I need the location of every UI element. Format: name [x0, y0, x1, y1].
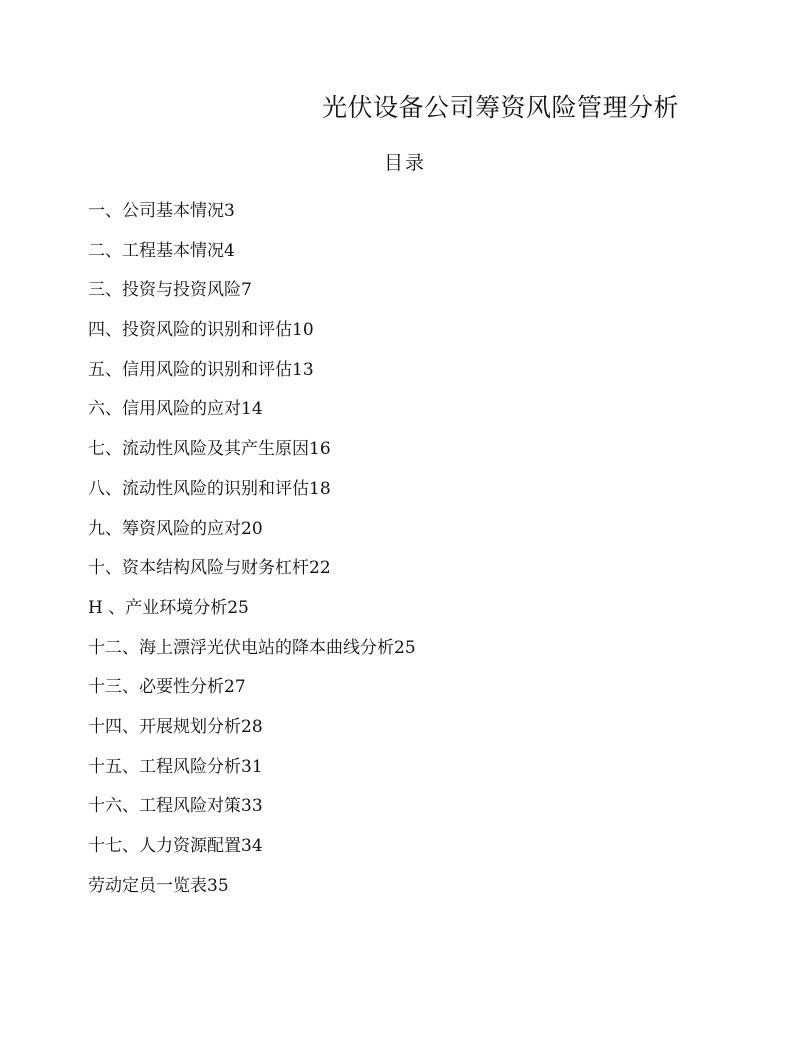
toc-item-page: 25 [227, 597, 249, 618]
toc-item-label: 二、工程基本情况 [88, 240, 224, 261]
document-title: 光伏设备公司筹资风险管理分析 [322, 93, 680, 122]
toc-item-label: 十二、海上漂浮光伏电站的降本曲线分析 [88, 637, 394, 658]
toc-item-label: 劳动定员一览表 [88, 875, 207, 896]
toc-item[interactable] [88, 394, 416, 434]
toc-item-page: 16 [309, 439, 331, 460]
toc-item[interactable] [88, 633, 416, 673]
toc-item-page: 28 [241, 716, 263, 737]
toc-heading: 目录 [384, 152, 427, 174]
toc-item-label: 十、资本结构风险与财务杠杆 [88, 558, 309, 579]
toc-item-page: 22 [309, 558, 331, 579]
toc-item[interactable] [88, 871, 416, 911]
toc-item-page: 27 [224, 677, 246, 698]
toc-item-page: 18 [309, 478, 331, 499]
toc-item-page: 31 [241, 756, 263, 777]
toc-item-label: H 、产业环境分析 [88, 597, 228, 618]
toc-item-page: 7 [241, 280, 252, 301]
toc-item[interactable] [88, 831, 416, 871]
table-of-contents [88, 196, 416, 910]
toc-item-label: 三、投资与投资风险 [88, 280, 241, 301]
toc-item[interactable] [88, 593, 416, 633]
toc-item-label: 十五、工程风险分析 [88, 756, 241, 777]
toc-item-page: 14 [241, 399, 263, 420]
toc-item-label: 七、流动性风险及其产生原因 [88, 439, 309, 460]
toc-item[interactable] [88, 672, 416, 712]
toc-item-label: 六、信用风险的应对 [88, 399, 241, 420]
toc-item-label: 四、投资风险的识别和评估 [88, 320, 292, 341]
toc-item[interactable] [88, 275, 416, 315]
toc-item[interactable] [88, 474, 416, 514]
toc-item[interactable] [88, 752, 416, 792]
toc-item-label: 十四、开展规划分析 [88, 716, 241, 737]
toc-item[interactable] [88, 791, 416, 831]
toc-item-page: 3 [224, 201, 235, 221]
toc-item[interactable] [88, 712, 416, 752]
toc-item[interactable] [88, 514, 416, 554]
toc-item-page: 33 [241, 796, 263, 817]
toc-item-label: 一、公司基本情况 [88, 201, 224, 221]
toc-item-label: 九、筹资风险的应对 [88, 518, 241, 539]
toc-item[interactable] [88, 315, 416, 355]
toc-item-page: 13 [292, 359, 314, 380]
toc-item-page: 35 [207, 875, 229, 896]
toc-item-page: 25 [394, 637, 416, 658]
toc-item-label: 八、流动性风险的识别和评估 [88, 478, 309, 499]
toc-item-page: 10 [292, 320, 314, 341]
toc-item-page: 4 [224, 240, 235, 261]
toc-item-page: 34 [241, 836, 263, 856]
toc-item[interactable] [88, 434, 416, 474]
toc-item[interactable] [88, 553, 416, 593]
toc-item[interactable] [88, 236, 416, 276]
toc-item[interactable] [88, 196, 416, 236]
toc-item-label: 十七、人力资源配置 [88, 836, 241, 856]
toc-item-page: 20 [241, 518, 263, 539]
toc-item-label: 十三、必要性分析 [88, 677, 224, 698]
toc-item-label: 十六、工程风险对策 [88, 796, 241, 817]
toc-item-label: 五、信用风险的识别和评估 [88, 359, 292, 380]
toc-item[interactable] [88, 355, 416, 395]
